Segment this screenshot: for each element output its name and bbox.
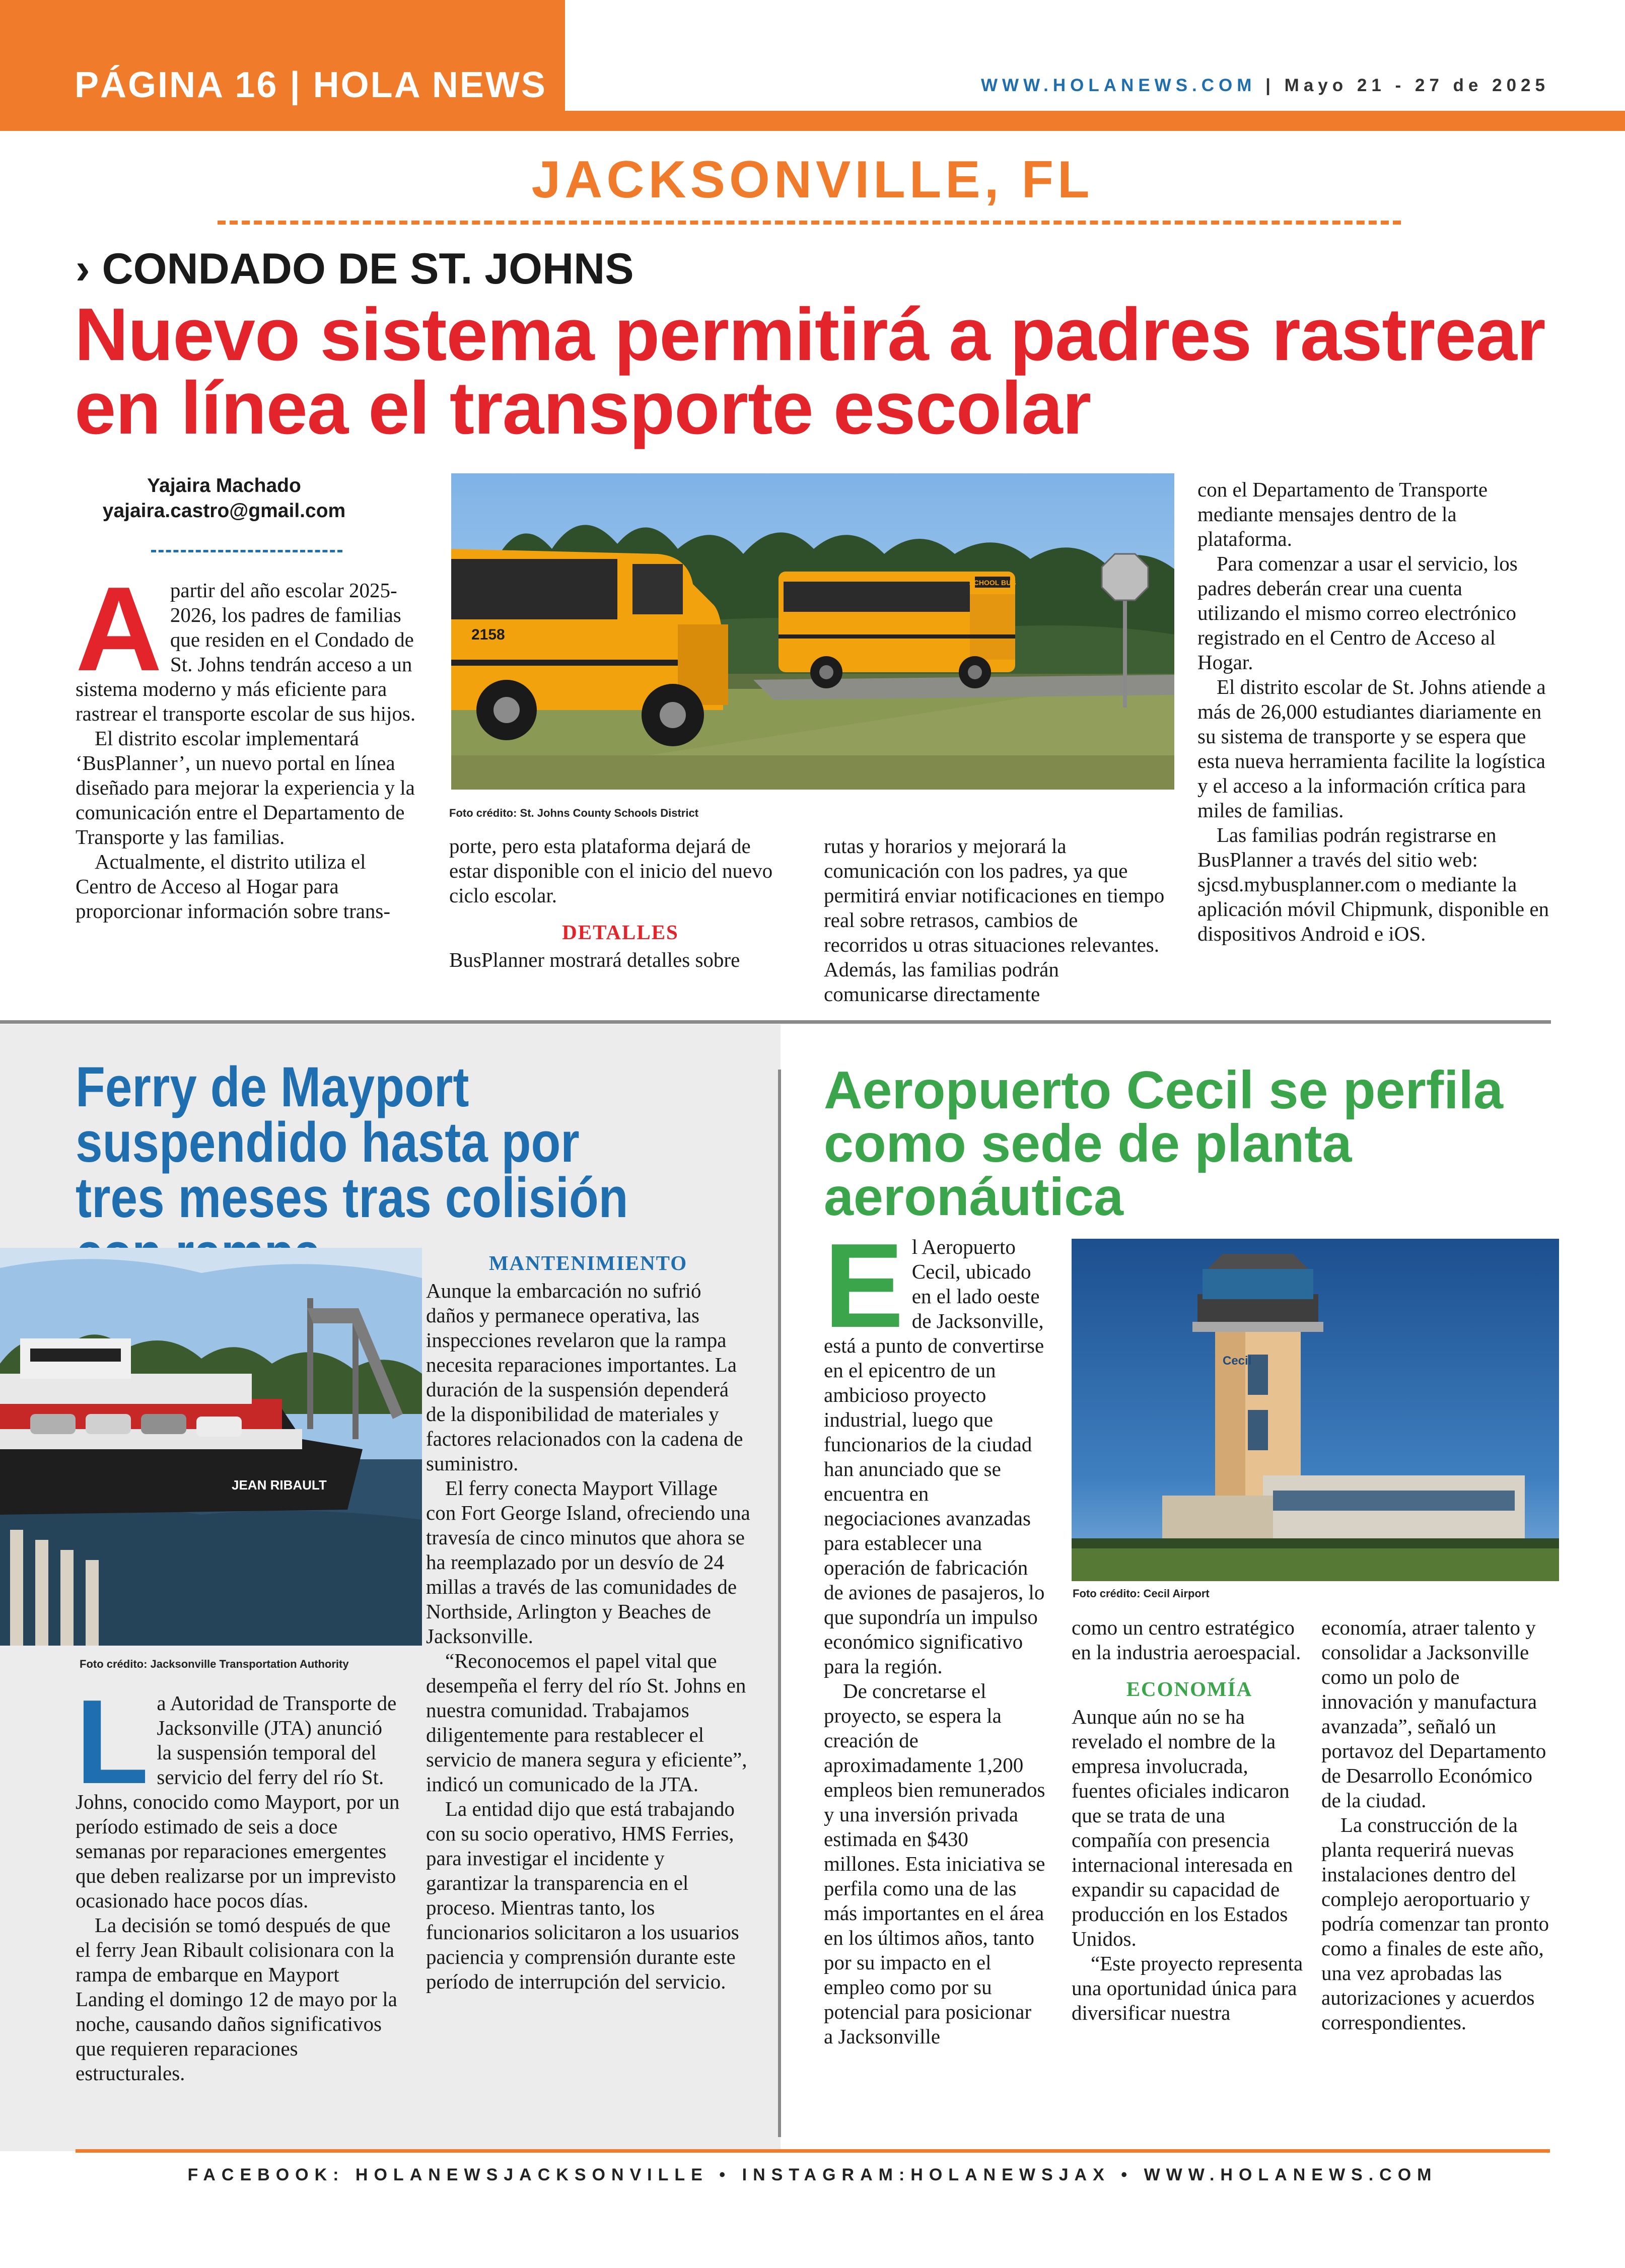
paragraph: a Autoridad de Transporte de Jacksonville (JTA) anunció la suspensión temporal del servicio del ferry del río St. Johns, conocido como Mayport, por un período estimado de seis a doce semanas por reparaciones emergentes que deben realizarse por un imprevisto ocasionado hace pocos días. [76, 1691, 400, 1912]
main-headline: Nuevo sistema permitirá a padres rastrear en línea el transporte escolar [75, 293, 1545, 450]
header-bar [0, 111, 1625, 131]
paragraph: La entidad dijo que está trabajando con su socio operativo, HMS Ferries, para investigar el incidente y garantizar la transparencia en el proceso. Mientras tanto, los funcionarios solicitaron a los usuarios paciencia y comprensión durante este período de interrupción del servicio. [426, 1797, 739, 1993]
footer-divider [76, 2149, 1550, 2153]
ferry-col-2 [426, 1251, 750, 1994]
ship-name: JEAN RIBAULT [232, 1477, 327, 1493]
airport-tower-photo [1072, 1239, 1559, 1581]
airport-col-3 [1321, 1615, 1553, 2035]
photo-credit: Foto crédito: St. Johns County Schools District [449, 807, 699, 819]
header-page-tab [0, 0, 565, 117]
site-link[interactable]: WWW.HOLANEWS.COM [981, 76, 1256, 95]
bus-sign-text: SCHOOL BUS [969, 579, 1016, 587]
main-col-3 [824, 834, 1166, 1007]
paragraph: El distrito escolar implementará ‘BusPlanner’, un nuevo portal en línea diseñado para mejorar la experiencia y la comunicación entre el Departamento de Transporte y las familias. [76, 727, 415, 848]
drop-cap: E [824, 1219, 904, 1353]
tower-label: Cecil [1223, 1354, 1252, 1368]
footer-social-links: FACEBOOK: HOLANEWSJACKSONVILLE • INSTAGRAM:HOLANEWSJAX • WWW.HOLANEWS.COM [187, 2165, 1438, 2184]
drop-cap: A [76, 562, 162, 696]
story-kicker: › CONDADO DE ST. JOHNS [76, 245, 634, 293]
airport-headline: Aeropuerto Cecil se perfila como sede de planta aeronáutica [824, 1060, 1503, 1227]
author-name: Yajaira Machado [147, 475, 301, 497]
bus-number: 2158 [471, 626, 505, 643]
school-bus-photo [451, 473, 1174, 790]
paragraph: La construcción de la planta requerirá nuevas instalaciones dentro del complejo aeroportuario y podría comenzar tan pronto como a finales de este año, una vez aprobadas las autorizaciones y acuerdos correspondientes. [1321, 1813, 1549, 2034]
byline [76, 473, 373, 524]
paragraph: Aunque aún no se ha revelado el nombre de la empresa involucrada, fuentes oficiales indicaron que se trata de una compañía con presencia internacional interesada en expandir su capacidad de producción en los Estados Unidos. [1072, 1705, 1293, 1950]
header-site-date [981, 76, 1549, 96]
main-col-2 [449, 834, 792, 972]
paragraph: Las familias podrán registrarse en BusPlanner a través del sitio web: sjcsd.mybusplanner.com o mediante la aplicación móvil Chipmunk, disponible en dispositivos Android e iOS. [1197, 823, 1549, 945]
issue-date: | Mayo 21 - 27 de 2025 [1256, 76, 1549, 95]
section-divider [218, 221, 1401, 225]
column-divider [778, 1070, 781, 2137]
paragraph: economía, atraer talento y consolidar a Jacksonville como un polo de innovación y manufactura avanzada”, señaló un portavoz del Departamento de Desarrollo Económico de la ciudad. [1321, 1616, 1546, 1812]
airport-col-2 [1072, 1615, 1307, 2025]
paragraph: Actualmente, el distrito utiliza el Centro de Acceso al Hogar para proporcionar información sobre trans- [76, 850, 391, 923]
paragraph: De concretarse el proyecto, se espera la creación de aproximadamente 1,200 empleos bien remunerados y una inversión privada estimada en $430 millones. Esta iniciativa se perfila como una de las más importantes en el área en los últimos años, tanto por su impacto en el empleo como por su potencial para posicionar a Jacksonville [824, 1679, 1045, 2048]
paragraph: “Reconocemos el papel vital que desempeña el ferry del río St. Johns en nuestra comunidad. Trabajamos diligentemente para restablecer el servicio de manera segura y eficiente”, indicó un comunicado de la JTA. [426, 1649, 747, 1796]
section-title: JACKSONVILLE, FL [531, 151, 1094, 209]
subhead: ECONOMÍA [1126, 1677, 1253, 1700]
author-email[interactable]: yajaira.castro@gmail.com [102, 500, 346, 522]
section-divider [0, 1020, 1551, 1024]
paragraph: porte, pero esta plataforma dejará de estar disponible con el inicio del nuevo ciclo escolar. [449, 834, 773, 907]
subhead: DETALLES [562, 920, 679, 944]
paragraph: El distrito escolar de St. Johns atiende a más de 26,000 estudiantes diariamente en su sistema de transporte y se espera que esta nueva herramienta facilite la logística y el acceso a la información crítica para miles de familias. [1197, 675, 1546, 822]
main-col-1 [76, 562, 423, 924]
subhead: MANTENIMIENTO [488, 1251, 688, 1274]
ferry-photo [0, 1248, 422, 1646]
paragraph: partir del año escolar 2025-2026, los padres de familias que residen en el Condado de St. Johns tendrán acceso a un sistema moderno y más eficiente para rastrear el transporte escolar de sus hijos. [76, 579, 416, 725]
photo-credit: Foto crédito: Cecil Airport [1073, 1587, 1210, 1600]
paragraph: l Aeropuerto Cecil, ubicado en el lado oeste de Jacksonville, está a punto de convertirse en el epicentro de un ambicioso proyecto industrial, luego que funcionarios de la ciudad han anunciado que se encuentra en negociaciones avanzadas para establecer una operación de fabricación de aviones de pasajeros, lo que supondría un impulso económico significativo para la región. [824, 1235, 1045, 1678]
paragraph: BusPlanner mostrará detalles sobre [449, 948, 740, 971]
paragraph: como un centro estratégico en la industria aeroespacial. [1072, 1616, 1301, 1664]
main-col-4 [1197, 477, 1550, 946]
paragraph: Para comenzar a usar el servicio, los padres deberán crear una cuenta utilizando el mismo correo electrónico registrado en el Centro de Acceso al Hogar. [1197, 552, 1518, 674]
ferry-col-1 [76, 1675, 400, 2086]
photo-credit: Foto crédito: Jacksonville Transportation Authority [80, 1658, 349, 1670]
paragraph: con el Departamento de Transporte mediante mensajes dentro de la plataforma. [1197, 478, 1488, 550]
paragraph: La decisión se tomó después de que el ferry Jean Ribault colisionara con la rampa de embarque en Mayport Landing el domingo 12 de mayo por la noche, causando daños significativos que requieren reparaciones estructurales. [76, 1913, 397, 2085]
airport-col-1 [824, 1219, 1045, 2049]
paragraph: El ferry conecta Mayport Village con Fort George Island, ofreciendo una travesía de cinco minutos que ahora se ha reemplazado por un desvío de 24 millas a través de las comunidades de Northside, Arlington y Beaches de Jacksonville. [426, 1476, 750, 1648]
paragraph: “Este proyecto representa una oportunidad única para diversificar nuestra [1072, 1952, 1303, 2024]
page-label: PÁGINA 16 | HOLA NEWS [75, 65, 547, 105]
byline-divider [151, 550, 342, 552]
drop-cap: L [76, 1675, 149, 1809]
ferry-headline: Ferry de Mayport suspendido hasta por tres meses tras colisión [76, 1055, 628, 1229]
paragraph: rutas y horarios y mejorará la comunicación con los padres, ya que permitirá enviar notificaciones en tiempo real sobre retrasos, cambios de recorridos u otras situaciones relevantes. Además, las familias podrán comunicarse directamente [824, 834, 1165, 1006]
paragraph: Aunque la embarcación no sufrió daños y permanece operativa, las inspecciones revelaron que la rampa necesita reparaciones importantes. La duración de la suspensión dependerá de la disponibilidad de materiales y factores relacionados con la cadena de suministro. [426, 1279, 743, 1475]
